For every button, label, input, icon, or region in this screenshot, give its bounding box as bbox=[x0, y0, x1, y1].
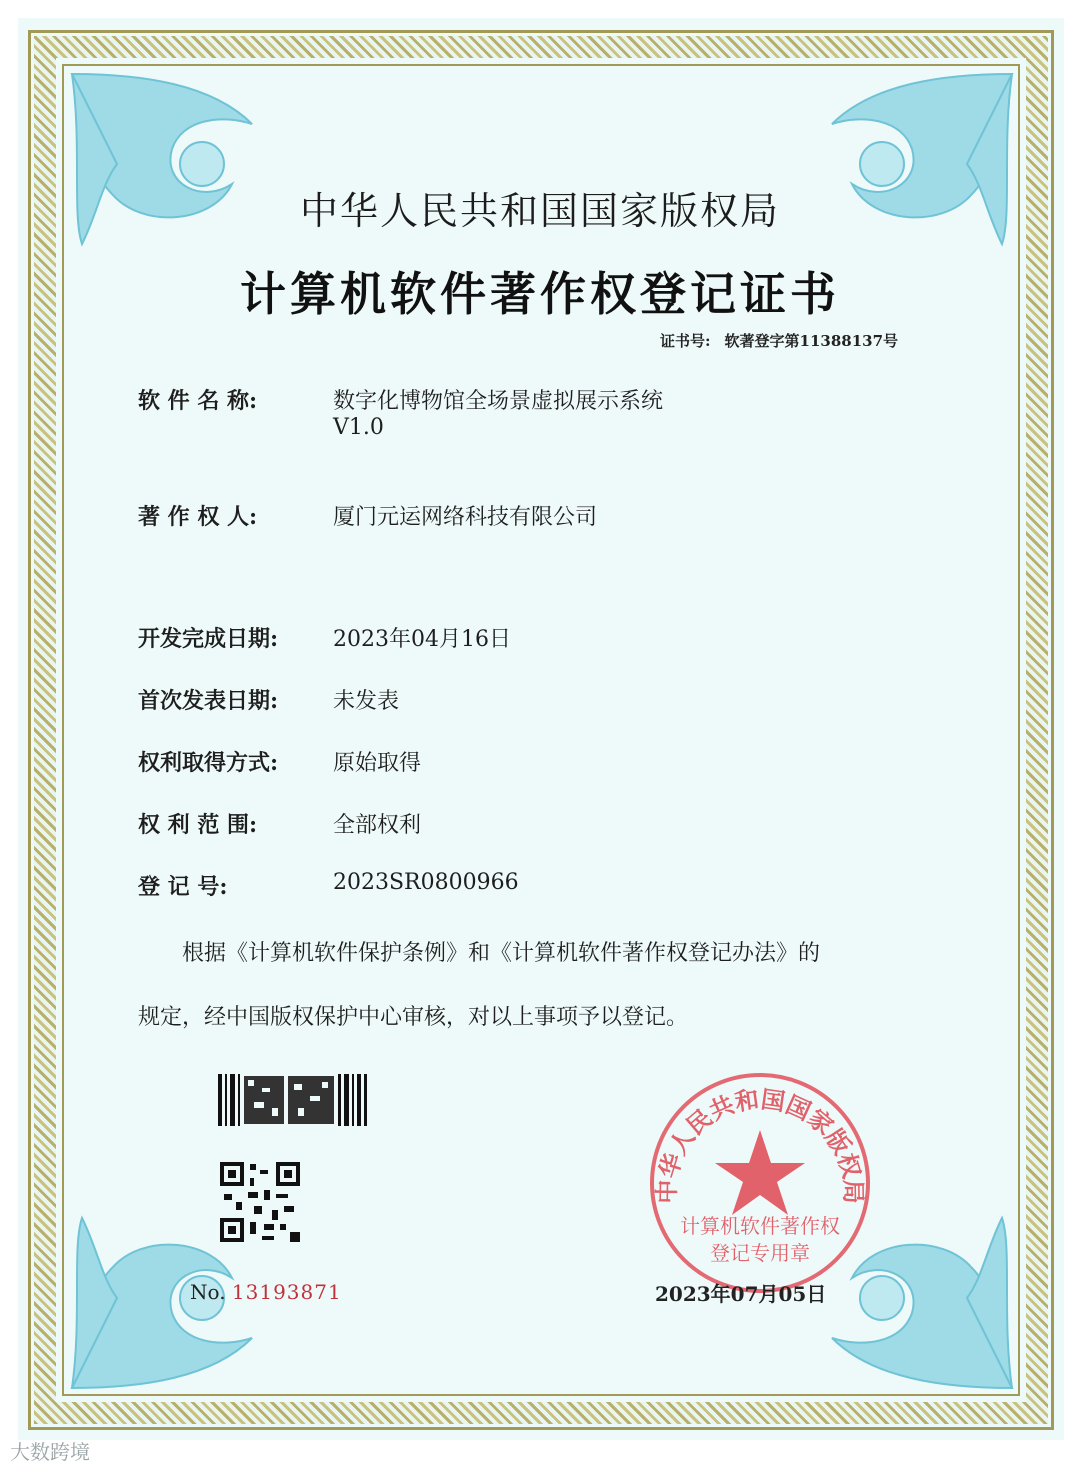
software-version-value: V1.0 bbox=[333, 415, 384, 440]
serial-number-label: No. bbox=[190, 1280, 226, 1304]
certificate-number-value: 软著登字第11388137号 bbox=[724, 332, 899, 350]
official-seal bbox=[645, 1068, 875, 1298]
issuing-authority: 中华人民共和国国家版权局 bbox=[299, 189, 780, 233]
acquire-value: 原始取得 bbox=[333, 751, 422, 776]
field-registration-number bbox=[138, 870, 519, 901]
scope-label: 权 利 范 围: bbox=[138, 812, 258, 838]
statement-line-2: 规定，经中国版权保护中心审核，对以上事项予以登记。 bbox=[138, 1005, 689, 1030]
publish-label: 首次发表日期: bbox=[138, 688, 279, 714]
certificate-number-label: 证书号: bbox=[660, 332, 711, 350]
barcode-icon bbox=[218, 1074, 368, 1126]
issue-date: 2023年07月05日 bbox=[655, 1282, 827, 1306]
publish-value: 未发表 bbox=[333, 689, 400, 714]
statement-line-1: 根据《计算机软件保护条例》和《计算机软件著作权登记办法》的 bbox=[182, 941, 821, 966]
owner-value: 厦门元运网络科技有限公司 bbox=[333, 505, 598, 530]
scope-value: 全部权利 bbox=[333, 813, 422, 838]
software-name-value-group bbox=[333, 384, 663, 440]
reg-value: 2023SR0800966 bbox=[333, 870, 519, 895]
owner-label: 著 作 权 人: bbox=[138, 504, 258, 530]
software-name-value: 数字化博物馆全场景虚拟展示系统 bbox=[333, 389, 664, 414]
seal-inner-line-2: 登记专用章 bbox=[710, 1241, 810, 1265]
dev-date-label: 开发完成日期: bbox=[138, 626, 279, 652]
field-copyright-owner bbox=[138, 500, 597, 531]
serial-number-value: 13193871 bbox=[231, 1280, 342, 1304]
star-icon bbox=[715, 1130, 805, 1215]
serial-number bbox=[190, 1280, 342, 1304]
seal-inner-line-1: 计算机软件著作权 bbox=[680, 1214, 840, 1238]
field-rights-scope bbox=[138, 808, 421, 839]
certificate-title: 计算机软件著作权登记证书 bbox=[240, 267, 840, 321]
watermark-text: 大数跨境 bbox=[10, 1440, 90, 1464]
dev-date-value: 2023年04月16日 bbox=[333, 627, 511, 652]
field-dev-date bbox=[138, 622, 511, 653]
field-software-name bbox=[138, 384, 663, 440]
reg-label: 登 记 号: bbox=[138, 874, 228, 900]
certificate-number bbox=[660, 330, 912, 351]
software-name-label: 软 件 名 称: bbox=[138, 388, 258, 414]
seal-outer-text: 中华人民共和国国家版权局 bbox=[651, 1084, 869, 1204]
acquire-label: 权利取得方式: bbox=[138, 750, 279, 776]
field-acquire-method bbox=[138, 746, 421, 777]
qr-code-icon bbox=[220, 1162, 300, 1242]
field-publish-date bbox=[138, 684, 399, 715]
